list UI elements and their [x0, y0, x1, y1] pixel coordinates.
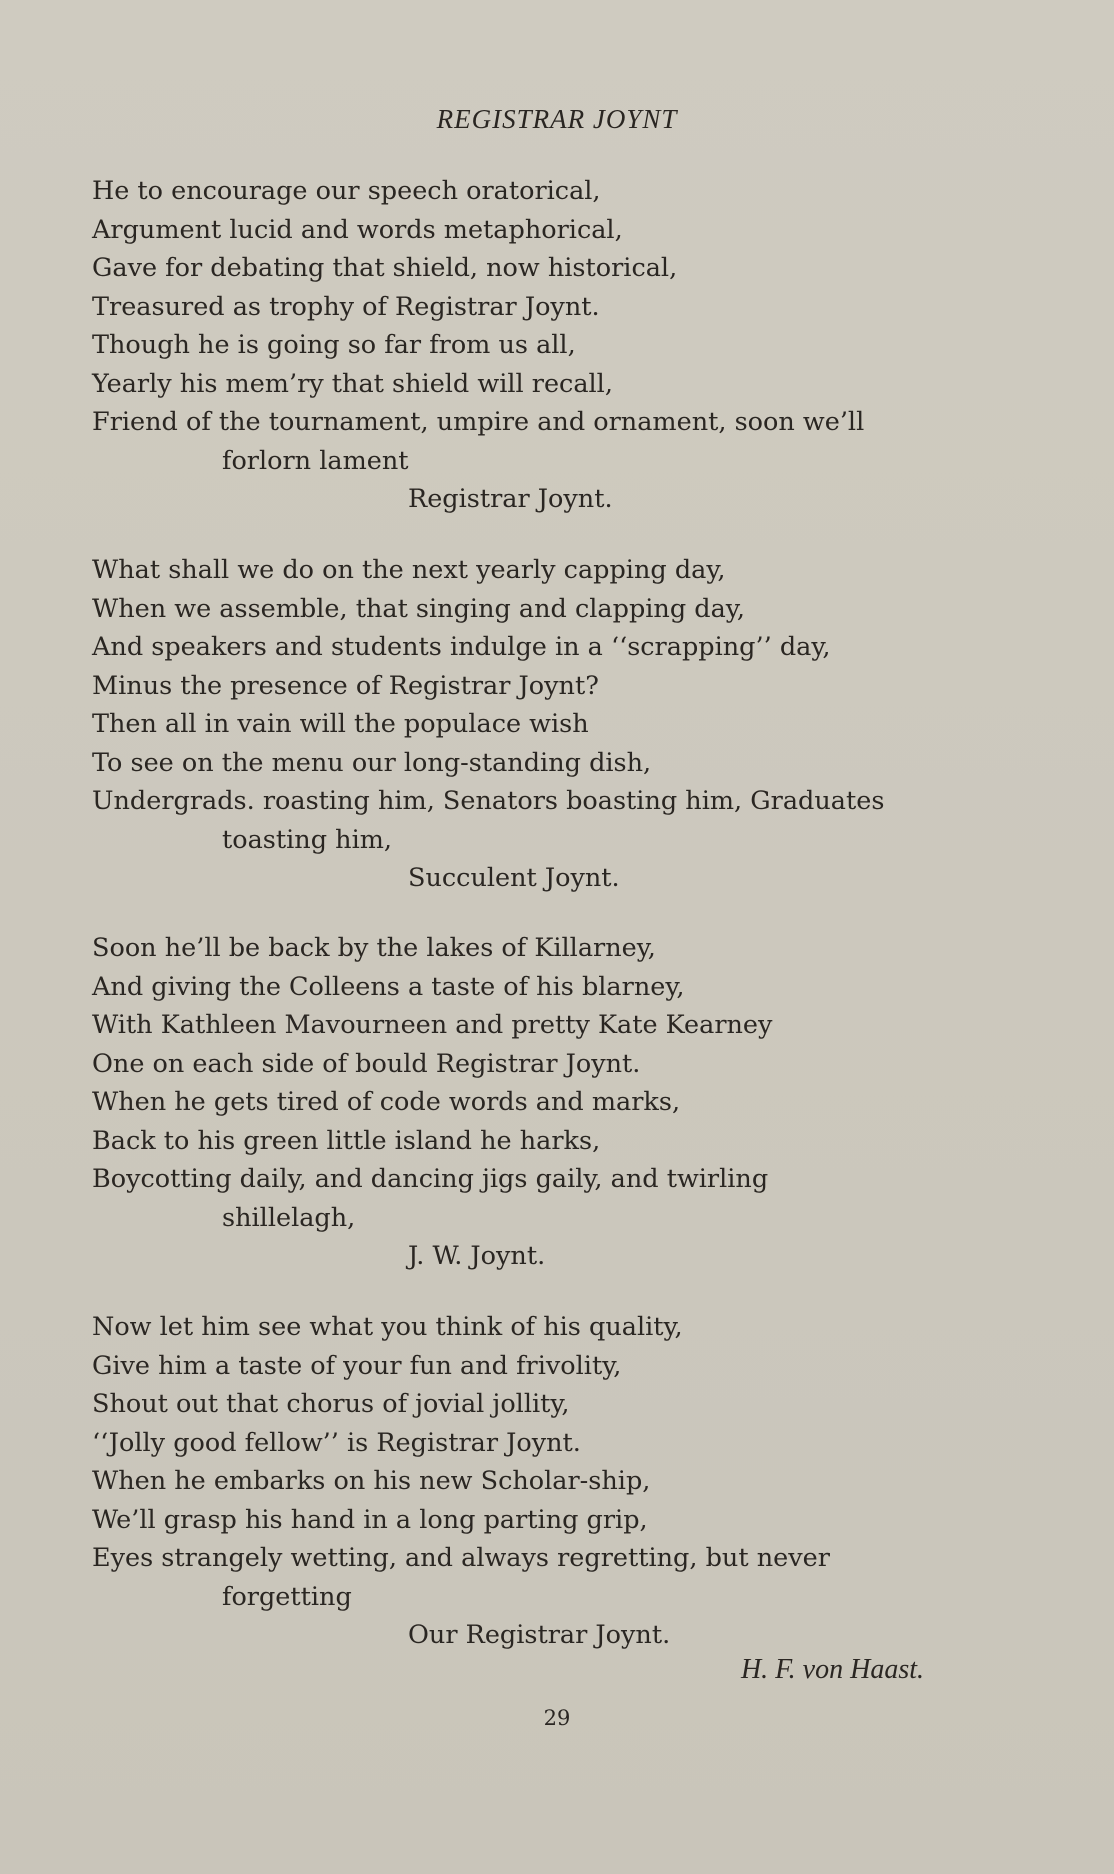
verse-line: He to encourage our speech oratorical,	[92, 176, 601, 206]
verse-line: Then all in vain will the populace wish	[92, 709, 589, 739]
verse-line: Though he is going so far from us all,	[92, 330, 576, 360]
verse-line: Shout out that chorus of jovial jollity,	[92, 1389, 570, 1419]
verse-line: Give him a taste of your fun and frivolity,	[92, 1350, 622, 1381]
stanza-1	[92, 172, 1052, 519]
verse-line-continuation: forlorn lament	[222, 445, 409, 476]
verse-line: To see on the menu our long-standing dish,	[92, 747, 652, 778]
stanza-4	[92, 1308, 1052, 1655]
verse-line: And speakers and students indulge in a ‘‘scrapping’’ day,	[92, 632, 831, 662]
verse-line: Yearly his mem’ry that shield will recall,	[92, 368, 613, 399]
verse-line: One on each side of bould Registrar Joynt.	[92, 1048, 641, 1079]
verse-line: Soon he’ll be back by the lakes of Killarney,	[92, 933, 656, 963]
verse-line: When we assemble, that singing and clapping day,	[92, 593, 745, 624]
verse-line: When he gets tired of code words and marks,	[92, 1087, 681, 1117]
verse-line-continuation: shillelagh,	[222, 1202, 356, 1233]
verse-line: Minus the presence of Registrar Joynt?	[92, 670, 599, 701]
verse-line: Back to his green little island he harks,	[92, 1125, 601, 1156]
verse-line: Treasured as trophy of Registrar Joynt.	[92, 291, 600, 322]
verse-refrain: Registrar Joynt.	[408, 484, 613, 514]
stanza-2	[92, 551, 1052, 898]
verse-line: Eyes strangely wetting, and always regretting, but never	[92, 1543, 830, 1573]
verse-line: Undergrads. roasting him, Senators boasting him, Graduates	[92, 786, 885, 816]
verse-line: With Kathleen Mavourneen and pretty Kate Kearney	[92, 1010, 773, 1040]
verse-line: Gave for debating that shield, now historical,	[92, 253, 678, 283]
verse-line: Friend of the tournament, umpire and ornament, soon we’ll	[92, 407, 865, 437]
page-number: 29	[543, 1706, 571, 1730]
verse-refrain: Our Registrar Joynt.	[408, 1620, 671, 1650]
verse-line: When he embarks on his new Scholar-ship,	[92, 1466, 651, 1496]
verse-refrain: J. W. Joynt.	[408, 1241, 546, 1271]
verse-line-continuation: forgetting	[222, 1581, 352, 1612]
verse-line: And giving the Colleens a taste of his blarney,	[92, 971, 685, 1002]
verse-refrain: Succulent Joynt.	[408, 863, 620, 893]
stanza-3	[92, 929, 1052, 1276]
page-title: REGISTRAR JOYNT	[436, 104, 678, 134]
verse-line: Now let him see what you think of his quality,	[92, 1312, 683, 1342]
verse-line: ‘‘Jolly good fellow’’ is Registrar Joynt.	[92, 1427, 581, 1458]
verse-line: What shall we do on the next yearly capping day,	[92, 555, 726, 585]
verse-line: Boycotting daily, and dancing jigs gaily, and twirling	[92, 1164, 769, 1194]
author-signature: H. F. von Haast.	[740, 1654, 924, 1685]
verse-line: We’ll grasp his hand in a long parting grip,	[92, 1504, 648, 1535]
verse-line: Argument lucid and words metaphorical,	[92, 214, 623, 245]
verse-line-continuation: toasting him,	[222, 824, 393, 855]
